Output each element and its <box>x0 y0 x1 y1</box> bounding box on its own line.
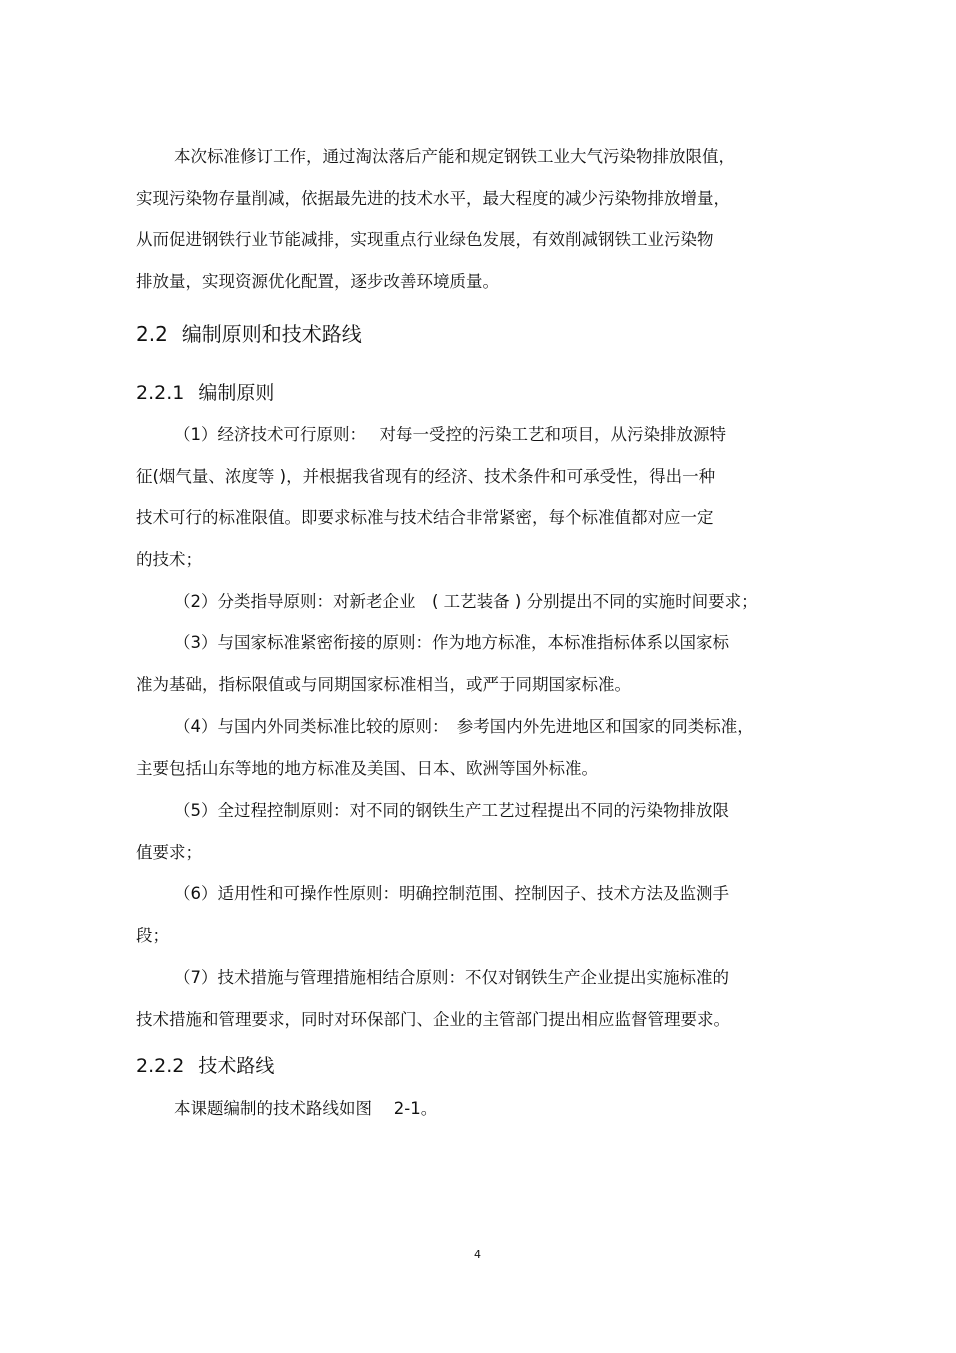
text-line: 技术措施和管理要求，同时对环保部门、企业的主管部门提出相应监督管理要求。 <box>136 1009 730 1029</box>
principle-4 <box>136 706 798 789</box>
principle-3 <box>136 622 798 705</box>
text-line: 值要求； <box>136 842 202 862</box>
text-line: 排放量，实现资源优化配置，逐步改善环境质量。 <box>136 271 499 291</box>
section-heading-2-2-2 <box>136 1052 274 1080</box>
text-line: （6）适用性和可操作性原则：明确控制范围、控制因子、技术方法及监测手 <box>174 884 729 903</box>
section-title: 编制原则和技术路线 <box>181 322 362 346</box>
text-line: （3）与国家标准紧密衔接的原则：作为地方标准，本标准指标体系以国家标 <box>174 633 729 652</box>
section-title: 技术路线 <box>198 1055 275 1077</box>
text-line: 实现污染物存量削减，依据最先进的技术水平，最大程度的减少污染物排放增量， <box>136 188 730 208</box>
text-line: 本课题编制的技术路线如图 2-1。 <box>174 1099 438 1118</box>
text-line: 从而促进钢铁行业节能减排，实现重点行业绿色发展，有效削减钢铁工业污染物 <box>136 230 714 249</box>
route-paragraph <box>136 1088 798 1130</box>
section-title: 编制原则 <box>198 382 275 404</box>
text-line: （4）与国内外同类标准比较的原则： 参考国内外先进地区和国家的同类标准， <box>174 717 754 736</box>
text-line: （1）经济技术可行原则： 对每一受控的污染工艺和项目，从污染排放源特 <box>174 425 726 444</box>
text-line: 本次标准修订工作，通过淘汰落后产能和规定钢铁工业大气污染物排放限值， <box>174 147 735 166</box>
principle-5 <box>136 790 798 873</box>
section-number: 2.2.1 <box>136 382 185 404</box>
text-line: （2）分类指导原则：对新老企业 ( 工艺装备 ) 分别提出不同的实施时间要求； <box>174 592 758 611</box>
section-number: 2.2.2 <box>136 1055 185 1077</box>
section-number: 2.2 <box>136 322 168 346</box>
intro-paragraph <box>136 136 798 302</box>
principle-2 <box>136 581 798 623</box>
text-line: 段； <box>136 925 169 945</box>
section-heading-2-2-1 <box>136 379 274 407</box>
text-line: 技术可行的标准限值。即要求标准与技术结合非常紧密，每个标准值都对应一定 <box>136 508 714 527</box>
principle-6 <box>136 873 798 956</box>
text-line: 准为基础，指标限值或与同期国家标准相当，或严于同期国家标准。 <box>136 674 631 694</box>
principle-7 <box>136 957 798 1040</box>
principle-1 <box>136 414 798 580</box>
text-line: 征(烟气量、浓度等 )，并根据我省现有的经济、技术条件和可承受性，得出一种 <box>136 466 716 486</box>
text-line: （5）全过程控制原则：对不同的钢铁生产工艺过程提出不同的污染物排放限 <box>174 801 729 820</box>
text-line: 的技术； <box>136 549 202 569</box>
text-line: 主要包括山东等地的地方标准及美国、日本、欧洲等国外标准。 <box>136 758 598 778</box>
section-heading-2-2 <box>136 320 362 348</box>
page-number: 4 <box>474 1248 481 1261</box>
text-line: （7）技术措施与管理措施相结合原则：不仅对钢铁生产企业提出实施标准的 <box>174 968 729 987</box>
